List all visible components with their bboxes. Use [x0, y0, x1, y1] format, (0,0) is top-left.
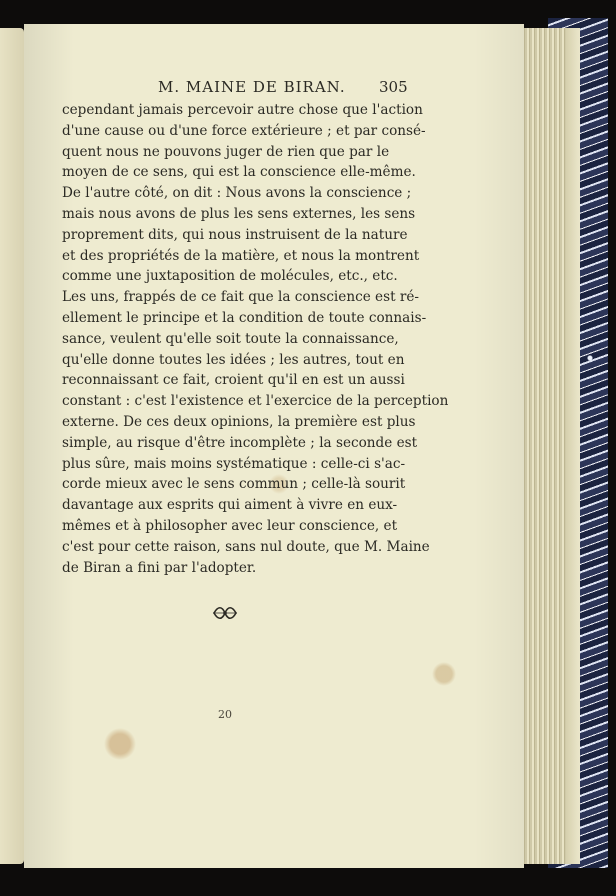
book-page [24, 24, 524, 868]
text-line: moyen de ce sens, qui est la conscience elle-même. [62, 164, 416, 181]
text-line: mêmes et à philosopher avec leur conscience, et [62, 517, 398, 534]
text-line: quent nous ne pouvons juger de rien que par le [62, 143, 390, 160]
facing-page-edge [0, 28, 24, 864]
text-line: qu'elle donne toutes les idées ; les autres, tout en [62, 351, 405, 368]
signature-mark: 20 [218, 708, 232, 721]
page-number: 305 [379, 78, 408, 96]
text-line: reconnaissant ce fait, croient qu'il en est un aussi [62, 372, 405, 389]
text-line: comme une juxtaposition de molécules, etc., etc. [62, 268, 398, 285]
text-line: corde mieux avec le sens commun ; celle-là sourit [62, 476, 406, 493]
text-line: d'une cause ou d'une force extérieure ; et par consé- [62, 122, 426, 139]
body-text [62, 100, 449, 578]
page-block-edges [520, 28, 566, 864]
text-line: Les uns, frappés de ce fait que la conscience est ré- [62, 289, 419, 306]
text-line: c'est pour cette raison, sans nul doute, que M. Maine [62, 538, 430, 555]
text-line: constant : c'est l'existence et l'exercice de la perception [62, 393, 449, 410]
text-line: externe. De ces deux opinions, la première est plus [62, 413, 416, 430]
text-line: davantage aux esprits qui aiment à vivre en eux- [62, 497, 398, 514]
text-line: proprement dits, qui nous instruisent de la nature [62, 226, 408, 243]
text-line: sance, veulent qu'elle soit toute la connaissance, [62, 330, 399, 347]
text-line: simple, au risque d'être incomplète ; la seconde est [62, 434, 418, 451]
page-block-outer [566, 28, 580, 864]
text-line: ellement le principe et la condition de toute connais- [62, 309, 427, 326]
running-title: M. MAINE DE BIRAN. [158, 78, 346, 96]
text-line: cependant jamais percevoir autre chose que l'action [62, 102, 423, 118]
text-line: De l'autre côté, on dit : Nous avons la conscience ; [62, 185, 412, 202]
text-line: et des propriétés de la matière, et nous la montrent [62, 247, 420, 264]
text-line: plus sûre, mais moins systématique : celle-ci s'ac- [62, 455, 406, 472]
text-line: mais nous avons de plus les sens externes, les sens [62, 205, 416, 222]
running-header [24, 78, 524, 98]
text-line: de Biran a fini par l'adopter. [62, 559, 257, 576]
fleuron-ornament-icon [212, 604, 238, 622]
